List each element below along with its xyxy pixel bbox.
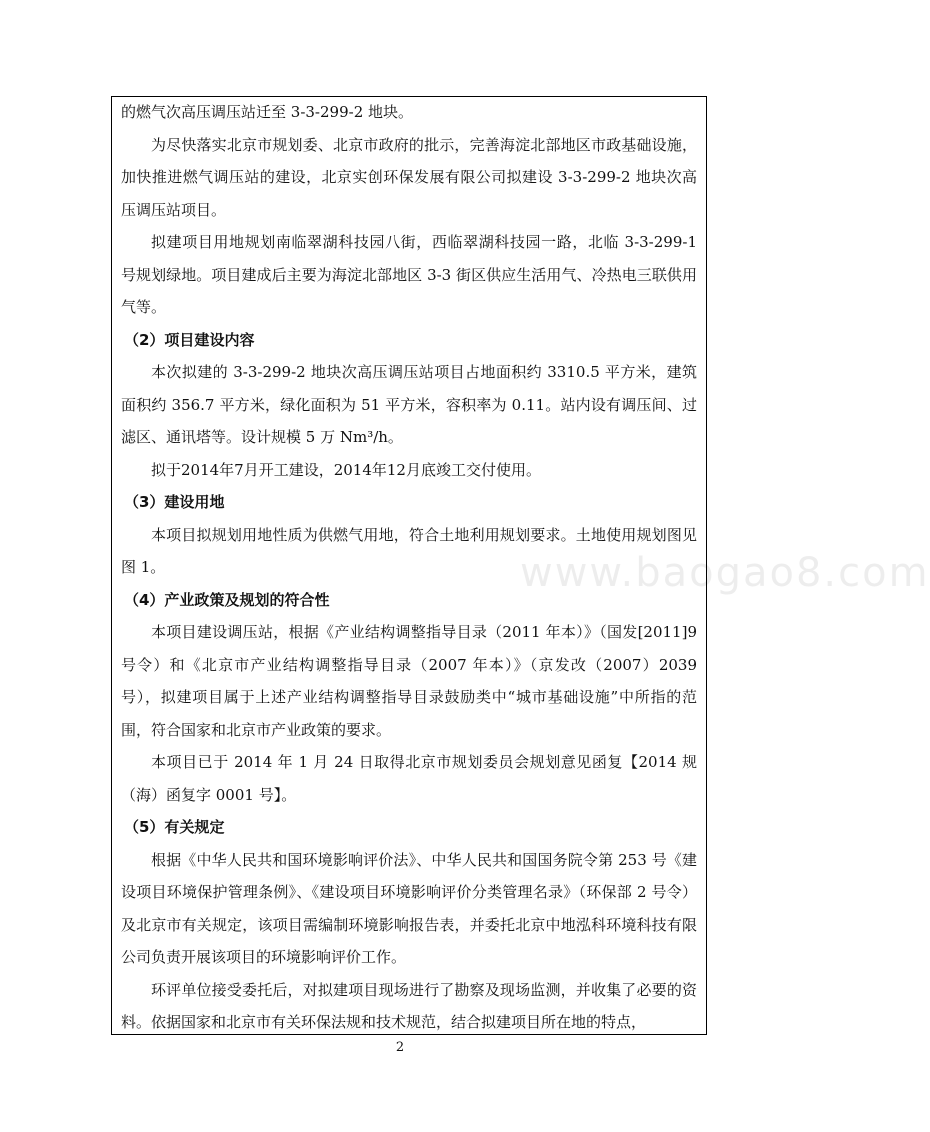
- paragraph-1: 的燃气次高压调压站迁至 3-3-299-2 地块。: [121, 103, 414, 121]
- paragraph-8: 本项目已于 2014 年 1 月 24 日取得北京市规划委员会规划意见函复【2014 规（海）函复字 0001 号】。: [121, 753, 697, 804]
- heading-construction-content: （2）项目建设内容: [124, 330, 255, 349]
- paragraph-5: 拟于2014年7月开工建设，2014年12月底竣工交付使用。: [151, 460, 541, 479]
- heading-land-use: （3）建设用地: [124, 493, 225, 511]
- paragraph-4: 本次拟建的 3-3-299-2 地块次高压调压站项目占地面积约 3310.5 平方米，建筑面积约 356.7 平方米，绿化面积为 51 平方米，容积率为 0.11。站内设有调压间、过滤区、通讯塔等。设计规模 5 万 Nm³/h。: [121, 363, 697, 446]
- heading-policy-compliance: （4）产业政策及规划的符合性: [124, 590, 330, 609]
- paragraph-7: 本项目建设调压站，根据《产业结构调整指导目录（2011 年本）》（国发[2011]9 号令）和《北京市产业结构调整指导目录（2007 年本）》（京发改（2007）2039 号），拟建项目属于上述产业结构调整指导目录鼓励类中“城市基础设施”中所指的范围，符合国家和北京市产业政策的要求。: [121, 623, 697, 739]
- page-number: 2: [395, 1040, 405, 1055]
- watermark-text: www.baogao8.com: [520, 550, 930, 596]
- heading-regulations: （5）有关规定: [124, 818, 225, 836]
- paragraph-6: 本项目拟规划用地性质为供燃气用地，符合土地利用规划要求。土地使用规划图见图 1。: [121, 525, 697, 576]
- paragraph-3: 拟建项目用地规划南临翠湖科技园八街，西临翠湖科技园一路，北临 3-3-299-1 号规划绿地。项目建成后主要为海淀北部地区 3-3 街区供应生活用气、冷热电三联供用气等。: [121, 233, 697, 316]
- paragraph-10: 环评单位接受委托后，对拟建项目现场进行了勘察及现场监测，并收集了必要的资料。依据国家和北京市有关环保法规和技术规范，结合拟建项目所在地的特点，: [121, 980, 697, 1031]
- paragraph-2: 为尽快落实北京市规划委、北京市政府的批示，完善海淀北部地区市政基础设施，加快推进燃气调压站的建设，北京实创环保发展有限公司拟建设 3-3-299-2 地块次高压调压站项目。: [121, 135, 697, 219]
- paragraph-9: 根据《中华人民共和国环境影响评价法》、中华人民共和国国务院令第 253 号《建设项目环境保护管理条例》、《建设项目环境影响评价分类管理名录》（环保部 2 号令）及北京市有关规定，该项目需编制环境影响报告表，并委托北京中地泓科环境科技有限公司负责开展该项目的环境影响评价工作。: [121, 850, 697, 966]
